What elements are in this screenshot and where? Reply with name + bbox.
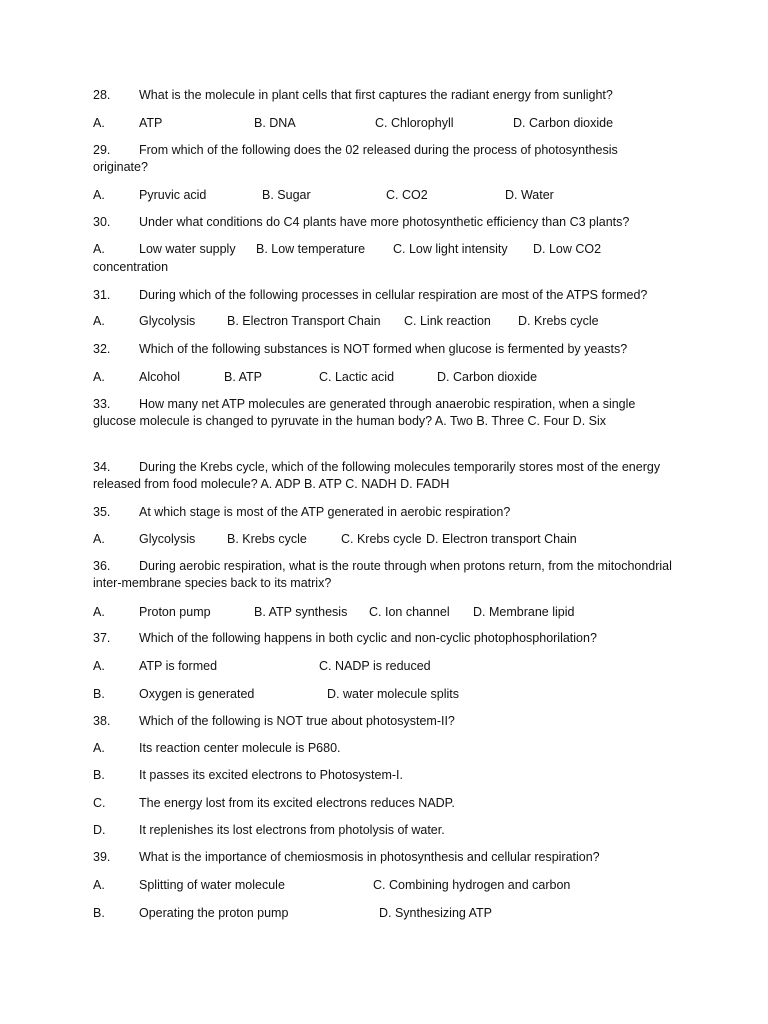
option-c: C. Combining hydrogen and carbon — [373, 878, 571, 892]
question-34 — [93, 459, 673, 493]
question-number: 29. — [93, 143, 111, 157]
question-text: What is the molecule in plant cells that first captures the radiant energy from sunlight? — [139, 88, 613, 102]
question-number: 30. — [93, 215, 111, 229]
question-text: Which of the following is NOT true about photosystem-II? — [139, 714, 455, 728]
question-number: 34. — [93, 460, 111, 474]
option-d: D. Water — [505, 188, 554, 202]
option-d: D. Electron transport Chain — [426, 532, 577, 546]
option-d: D. water molecule splits — [327, 687, 459, 701]
option-a: ATP is formed — [139, 659, 218, 673]
option-b: B. Sugar — [262, 188, 311, 202]
option-d: D. Membrane lipid — [473, 605, 575, 619]
option-a: Pyruvic acid — [139, 188, 207, 202]
option-c: C. Ion channel — [369, 605, 450, 619]
option-a: ATP — [139, 116, 163, 130]
option-letter: A. — [93, 878, 105, 892]
question-36 — [93, 558, 673, 592]
option-c: C. Krebs cycle — [341, 532, 422, 546]
question-number: 37. — [93, 631, 111, 645]
option-text: It passes its excited electrons to Photosystem-I. — [139, 768, 404, 782]
option-text: The energy lost from its excited electrons reduces NADP. — [139, 796, 455, 810]
option-c: C. CO2 — [386, 188, 428, 202]
option-a: Proton pump — [139, 605, 211, 619]
option-b: B. Electron Transport Chain — [227, 314, 381, 328]
option-c: C. Low light intensity — [393, 242, 508, 256]
question-number: 35. — [93, 505, 111, 519]
option-letter: A. — [93, 532, 105, 546]
option-letter: A. — [93, 659, 105, 673]
option-a: Glycolysis — [139, 532, 196, 546]
option-b: Oxygen is generated — [139, 687, 255, 701]
question-number: 32. — [93, 342, 111, 356]
question-text: At which stage is most of the ATP generated in aerobic respiration? — [139, 505, 511, 519]
question-text: Which of the following substances is NOT formed when glucose is fermented by yeasts? — [139, 342, 628, 356]
question-number: 39. — [93, 850, 111, 864]
option-d: D. Carbon dioxide — [437, 370, 538, 384]
option-b: B. ATP synthesis — [254, 605, 348, 619]
option-letter: A. — [93, 741, 105, 755]
option-d: D. Low CO2 — [533, 242, 602, 256]
option-letter: D. — [93, 823, 106, 837]
option-letter: A. — [93, 242, 105, 256]
option-letter: B. — [93, 906, 105, 920]
option-d: D. Synthesizing ATP — [379, 906, 493, 920]
option-a: Splitting of water molecule — [139, 878, 285, 892]
option-d: D. Carbon dioxide — [513, 116, 614, 130]
question-text: During aerobic respiration, what is the route through when protons return, from the mitochondrial inter-membrane species back to its matrix? — [93, 559, 672, 590]
option-b: B. Krebs cycle — [227, 532, 307, 546]
options-30-wrap: concentration — [93, 260, 169, 274]
question-number: 31. — [93, 288, 111, 302]
question-number: 33. — [93, 397, 111, 411]
option-c: C. Link reaction — [404, 314, 491, 328]
option-a: Alcohol — [139, 370, 180, 384]
option-a: Low water supply — [139, 242, 236, 256]
option-a: Glycolysis — [139, 314, 196, 328]
option-letter: B. — [93, 687, 105, 701]
option-letter: C. — [93, 796, 106, 810]
question-text: How many net ATP molecules are generated through anaerobic respiration, when a single glucose molecule is changed to pyruvate in the human body? A. Two B. Three C. Four D. Six — [93, 397, 636, 428]
question-text: Under what conditions do C4 plants have more photosynthetic efficiency than C3 plants? — [139, 215, 630, 229]
option-b: Operating the proton pump — [139, 906, 289, 920]
option-letter: A. — [93, 116, 105, 130]
question-number: 36. — [93, 559, 111, 573]
option-b: B. DNA — [254, 116, 296, 130]
question-number: 28. — [93, 88, 111, 102]
question-number: 38. — [93, 714, 111, 728]
question-text: Which of the following happens in both cyclic and non-cyclic photophosphorilation? — [139, 631, 597, 645]
question-text: During which of the following processes in cellular respiration are most of the ATPS formed? — [139, 288, 648, 302]
option-letter: A. — [93, 314, 105, 328]
question-text: From which of the following does the 02 released during the process of photosynthesis originate? — [93, 143, 618, 174]
option-c: C. Lactic acid — [319, 370, 395, 384]
option-b: B. Low temperature — [256, 242, 366, 256]
question-text: During the Krebs cycle, which of the following molecules temporarily stores most of the energy released from food molecule? A. ADP B. ATP C. NADH D. FADH — [93, 460, 661, 491]
option-letter: B. — [93, 768, 105, 782]
option-letter: A. — [93, 370, 105, 384]
question-29 — [93, 142, 673, 176]
option-letter: A. — [93, 605, 105, 619]
option-c: C. NADP is reduced — [319, 659, 431, 673]
option-text: It replenishes its lost electrons from photolysis of water. — [139, 823, 445, 837]
question-text: What is the importance of chemiosmosis in photosynthesis and cellular respiration? — [139, 850, 600, 864]
option-c: C. Chlorophyll — [375, 116, 454, 130]
option-text: Its reaction center molecule is P680. — [139, 741, 341, 755]
question-33 — [93, 396, 673, 430]
option-letter: A. — [93, 188, 105, 202]
option-d: D. Krebs cycle — [518, 314, 599, 328]
option-b: B. ATP — [224, 370, 262, 384]
